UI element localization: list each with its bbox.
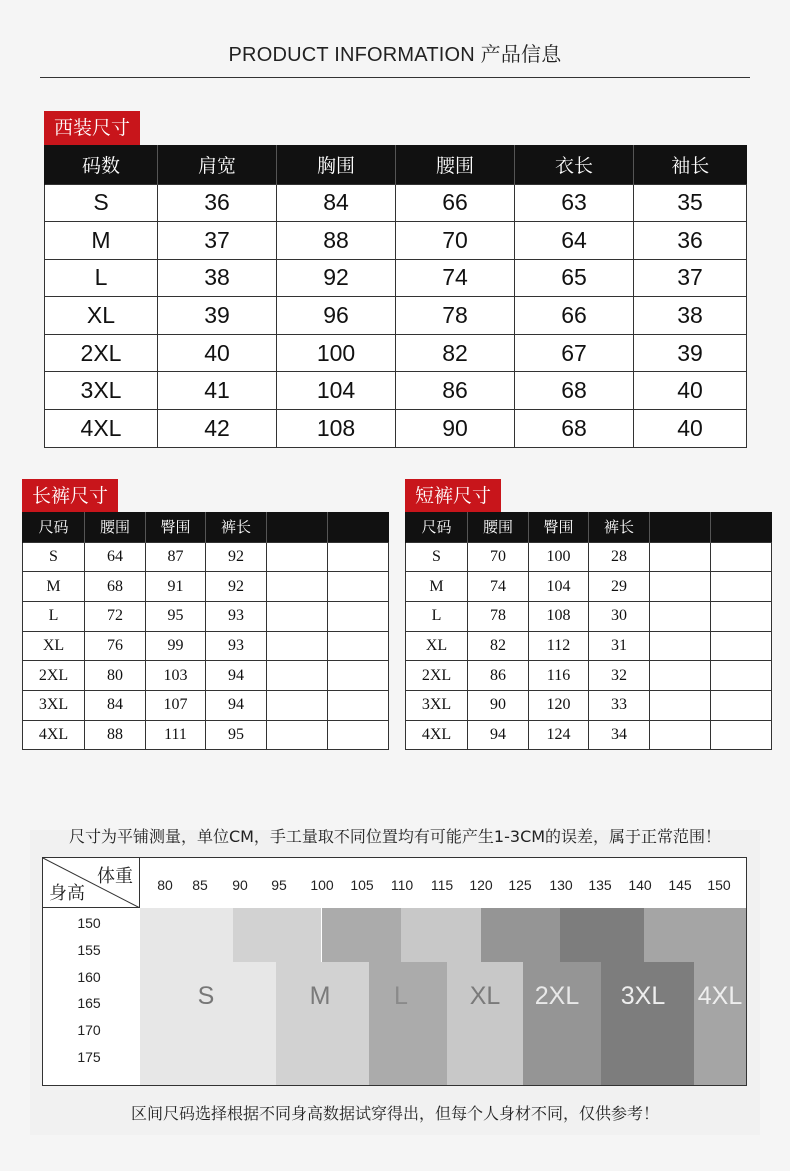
table-cell: 2XL (23, 661, 85, 691)
table-row (23, 720, 389, 750)
table-cell: M (23, 572, 85, 602)
table-cell: 31 (589, 631, 650, 661)
table-cell (711, 572, 772, 602)
height-tick-label: 165 (77, 995, 101, 1011)
weight-tick-label: 125 (508, 877, 532, 893)
table-cell (328, 661, 389, 691)
shorts-size-table (405, 512, 772, 750)
table-cell (711, 601, 772, 631)
column-header: 裤长 (589, 512, 650, 542)
table-cell (650, 661, 711, 691)
pants-section-tag: 长裤尺寸 (22, 479, 118, 513)
table-row (45, 334, 747, 372)
table-cell: 74 (468, 572, 529, 602)
table-cell (711, 542, 772, 572)
table-cell: 64 (515, 222, 634, 260)
table-cell: L (45, 259, 158, 297)
size-label: M (309, 982, 331, 1010)
column-header: 腰围 (85, 512, 146, 542)
size-region-2xl (523, 962, 601, 1086)
table-row (23, 631, 389, 661)
table-cell: 64 (85, 542, 146, 572)
weight-tick-label: 100 (310, 877, 334, 893)
table-cell: 38 (634, 297, 747, 335)
table-cell: 4XL (23, 720, 85, 750)
table-cell: 40 (158, 334, 277, 372)
table-cell: 88 (277, 222, 396, 260)
column-header: 袖长 (634, 145, 747, 184)
weight-axis-label: 体重 (97, 866, 133, 887)
weight-tick-label: 145 (668, 877, 692, 893)
column-header (267, 512, 328, 542)
height-tick-label: 155 (77, 942, 101, 958)
table-cell: 84 (85, 690, 146, 720)
table-cell: XL (23, 631, 85, 661)
table-cell: 86 (468, 661, 529, 691)
table-cell: 94 (206, 661, 267, 691)
column-header (711, 512, 772, 542)
table-cell: 66 (396, 184, 515, 222)
table-cell: M (406, 572, 468, 602)
table-cell: 40 (634, 410, 747, 448)
table-header-row (23, 512, 389, 542)
table-cell: XL (406, 631, 468, 661)
table-cell: 100 (529, 542, 589, 572)
table-cell (267, 542, 328, 572)
table-row (23, 572, 389, 602)
page-title: PRODUCT INFORMATION 产品信息 (228, 44, 562, 66)
table-cell: 107 (146, 690, 206, 720)
height-tick-label: 160 (77, 969, 101, 985)
table-cell (650, 720, 711, 750)
table-cell: 70 (396, 222, 515, 260)
suit-section-tag: 西装尺寸 (44, 111, 140, 145)
size-region-xl (447, 962, 523, 1086)
table-cell: 63 (515, 184, 634, 222)
weight-tick-label: 105 (350, 877, 374, 893)
height-tick-label: 175 (77, 1049, 101, 1065)
table-row (406, 542, 772, 572)
size-label: S (197, 982, 215, 1010)
height-axis-label: 身高 (49, 883, 85, 904)
table-cell: 30 (589, 601, 650, 631)
table-row (23, 601, 389, 631)
size-label: 4XL (697, 982, 743, 1010)
table-row (45, 410, 747, 448)
table-cell: 94 (468, 720, 529, 750)
height-tick-label: 170 (77, 1022, 101, 1038)
height-weight-chart (42, 857, 747, 1086)
table-cell: 4XL (45, 410, 158, 448)
column-header: 尺码 (23, 512, 85, 542)
table-cell (328, 631, 389, 661)
table-cell: 93 (206, 631, 267, 661)
table-cell (328, 542, 389, 572)
table-cell (267, 631, 328, 661)
weight-tick-label: 115 (430, 877, 454, 893)
column-header: 肩宽 (158, 145, 277, 184)
size-label: XL (469, 982, 501, 1010)
table-cell: 29 (589, 572, 650, 602)
size-region-2xl (481, 908, 560, 962)
table-cell: 42 (158, 410, 277, 448)
table-row (23, 661, 389, 691)
table-cell: 74 (396, 259, 515, 297)
table-cell: 95 (206, 720, 267, 750)
table-row (406, 601, 772, 631)
table-cell: 108 (529, 601, 589, 631)
table-cell: M (45, 222, 158, 260)
table-cell: 90 (468, 690, 529, 720)
table-cell: 87 (146, 542, 206, 572)
table-cell (328, 601, 389, 631)
table-cell: 80 (85, 661, 146, 691)
table-row (45, 184, 747, 222)
table-cell (328, 690, 389, 720)
table-cell: 104 (529, 572, 589, 602)
column-header: 裤长 (206, 512, 267, 542)
table-row (406, 690, 772, 720)
table-cell: 3XL (45, 372, 158, 410)
table-cell: 91 (146, 572, 206, 602)
table-cell: S (23, 542, 85, 572)
column-header: 臀围 (529, 512, 589, 542)
size-label: L (394, 982, 408, 1010)
table-cell (267, 720, 328, 750)
weight-tick-label: 140 (628, 877, 652, 893)
weight-tick-label: 95 (271, 877, 287, 893)
table-cell: 65 (515, 259, 634, 297)
table-cell: 36 (634, 222, 747, 260)
size-region-3xl (560, 908, 644, 962)
table-cell: 92 (206, 542, 267, 572)
table-cell: 112 (529, 631, 589, 661)
table-cell: 66 (515, 297, 634, 335)
height-tick-label: 150 (77, 915, 101, 931)
table-cell: 76 (85, 631, 146, 661)
table-cell: 103 (146, 661, 206, 691)
size-region-l (369, 962, 447, 1086)
table-cell: 111 (146, 720, 206, 750)
table-cell: 116 (529, 661, 589, 691)
table-cell: 39 (158, 297, 277, 335)
table-row (45, 259, 747, 297)
table-cell: 3XL (23, 690, 85, 720)
table-cell: 37 (158, 222, 277, 260)
table-cell: 108 (277, 410, 396, 448)
table-cell: 82 (396, 334, 515, 372)
table-row (23, 542, 389, 572)
table-row (406, 720, 772, 750)
table-cell: 33 (589, 690, 650, 720)
table-row (23, 690, 389, 720)
table-cell: 39 (634, 334, 747, 372)
table-header-row (45, 145, 747, 184)
table-cell (328, 572, 389, 602)
table-cell: 28 (589, 542, 650, 572)
weight-tick-label: 80 (157, 877, 173, 893)
table-cell: 82 (468, 631, 529, 661)
table-cell: 68 (85, 572, 146, 602)
table-row (406, 631, 772, 661)
size-label: 2XL (534, 982, 580, 1010)
table-cell: XL (45, 297, 158, 335)
table-cell: 2XL (406, 661, 468, 691)
table-cell: 72 (85, 601, 146, 631)
table-cell: 68 (515, 410, 634, 448)
size-region-3xl (601, 962, 694, 1086)
table-cell (267, 661, 328, 691)
column-header: 码数 (45, 145, 158, 184)
table-cell (711, 690, 772, 720)
measurement-note: 尺寸为平铺测量，单位CM，手工量取不同位置均有可能产生1-3CM的误差，属于正常范围！ (68, 827, 722, 846)
column-header: 腰围 (396, 145, 515, 184)
table-cell: 90 (396, 410, 515, 448)
table-cell: 4XL (406, 720, 468, 750)
size-region-m (276, 962, 369, 1086)
weight-tick-label: 90 (232, 877, 248, 893)
weight-tick-label: 120 (469, 877, 493, 893)
table-row (45, 297, 747, 335)
table-cell: 36 (158, 184, 277, 222)
table-cell (267, 572, 328, 602)
table-cell (711, 631, 772, 661)
table-cell: 100 (277, 334, 396, 372)
column-header: 尺码 (406, 512, 468, 542)
table-cell: 68 (515, 372, 634, 410)
table-cell (650, 690, 711, 720)
weight-tick-label: 150 (707, 877, 731, 893)
table-cell: 35 (634, 184, 747, 222)
table-cell: 95 (146, 601, 206, 631)
table-cell: 34 (589, 720, 650, 750)
weight-tick-label: 110 (390, 877, 414, 893)
table-cell: 38 (158, 259, 277, 297)
title-divider (40, 77, 750, 78)
column-header (650, 512, 711, 542)
table-cell (267, 601, 328, 631)
table-row (45, 222, 747, 260)
size-region-m (233, 908, 321, 962)
table-cell: 104 (277, 372, 396, 410)
table-cell: 96 (277, 297, 396, 335)
size-region-4xl (644, 908, 747, 962)
table-cell: 92 (277, 259, 396, 297)
weight-tick-label: 130 (549, 877, 573, 893)
table-cell: 41 (158, 372, 277, 410)
table-cell (650, 631, 711, 661)
weight-tick-label: 85 (192, 877, 208, 893)
table-cell (328, 720, 389, 750)
size-region-l (322, 908, 401, 962)
table-cell: 124 (529, 720, 589, 750)
table-cell: S (45, 184, 158, 222)
reference-note: 区间尺码选择根据不同身高数据试穿得出，但每个人身材不同，仅供参考！ (130, 1104, 659, 1123)
table-cell: 37 (634, 259, 747, 297)
table-cell (711, 720, 772, 750)
table-cell (650, 601, 711, 631)
table-cell: 2XL (45, 334, 158, 372)
table-cell: 84 (277, 184, 396, 222)
table-cell (711, 661, 772, 691)
table-cell: 3XL (406, 690, 468, 720)
table-cell: L (23, 601, 85, 631)
column-header: 衣长 (515, 145, 634, 184)
column-header (328, 512, 389, 542)
table-cell: 120 (529, 690, 589, 720)
table-cell: 92 (206, 572, 267, 602)
table-cell (650, 572, 711, 602)
table-cell (267, 690, 328, 720)
table-cell: L (406, 601, 468, 631)
column-header: 腰围 (468, 512, 529, 542)
table-cell (650, 542, 711, 572)
table-cell: 99 (146, 631, 206, 661)
size-label: 3XL (620, 982, 666, 1010)
table-cell: 40 (634, 372, 747, 410)
weight-tick-label: 135 (588, 877, 612, 893)
size-region-xl (401, 908, 481, 962)
table-row (406, 572, 772, 602)
table-cell: 93 (206, 601, 267, 631)
table-cell: 67 (515, 334, 634, 372)
size-region-4xl (694, 962, 747, 1086)
table-cell: 94 (206, 690, 267, 720)
table-cell: 88 (85, 720, 146, 750)
table-cell: 78 (396, 297, 515, 335)
table-cell: 70 (468, 542, 529, 572)
table-cell: 78 (468, 601, 529, 631)
chart-corner-header (43, 858, 140, 908)
table-cell: S (406, 542, 468, 572)
pants-size-table (22, 512, 389, 750)
shorts-section-tag: 短裤尺寸 (405, 479, 501, 513)
table-row (45, 372, 747, 410)
column-header: 胸围 (277, 145, 396, 184)
column-header: 臀围 (146, 512, 206, 542)
table-cell: 86 (396, 372, 515, 410)
suit-size-table (44, 145, 747, 448)
table-row (406, 661, 772, 691)
table-cell: 32 (589, 661, 650, 691)
table-header-row (406, 512, 772, 542)
